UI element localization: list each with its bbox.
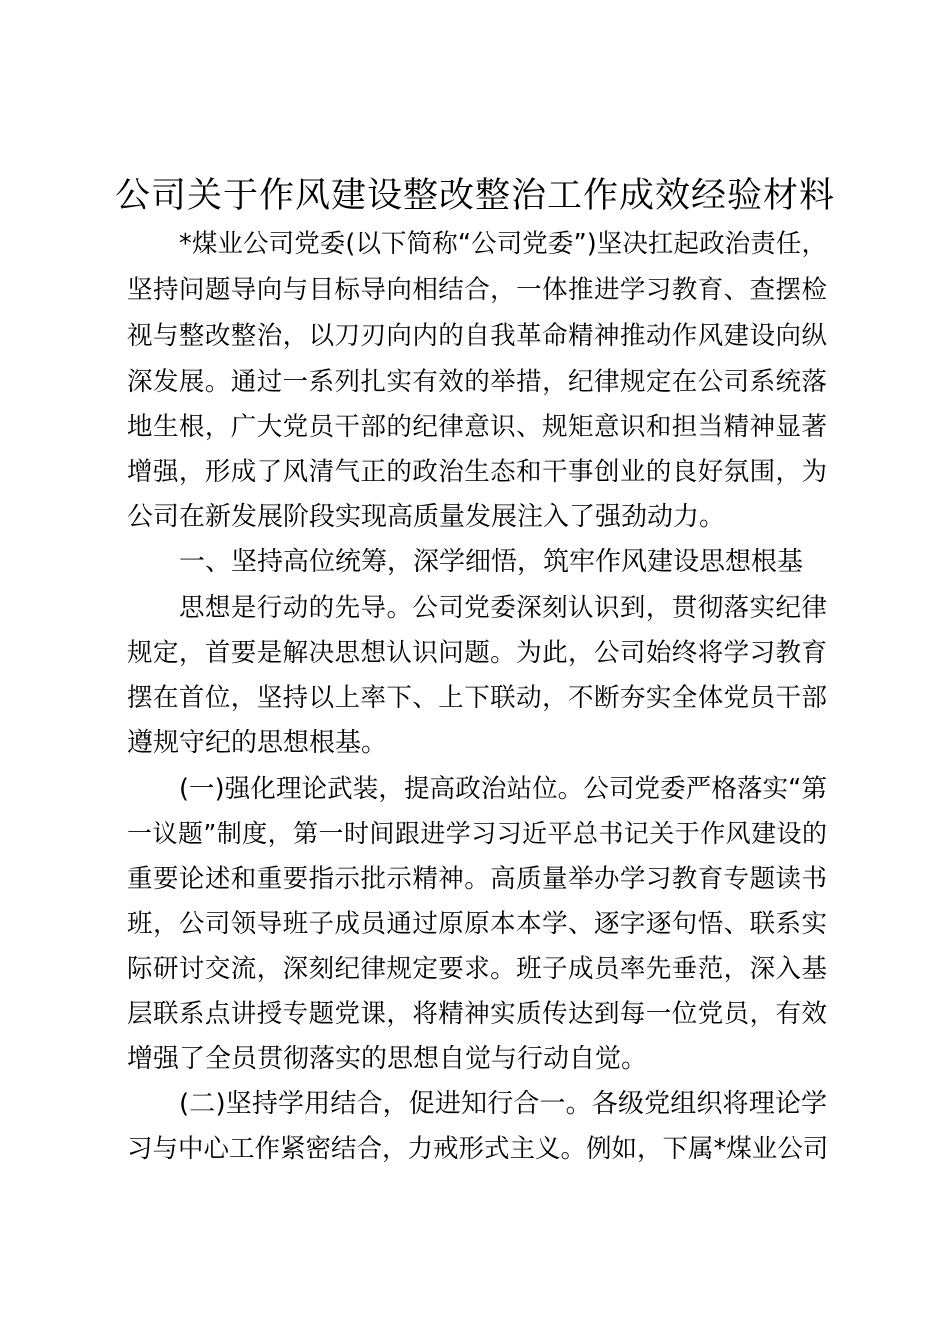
paragraph-line: 层联系点讲授专题党课，将精神实质传达到每一位党员，有效	[127, 999, 827, 1029]
paragraph-line: 增强，形成了风清气正的政治生态和干事创业的良好氛围，为	[127, 457, 827, 487]
paragraph-line: 重要论述和重要指示批示精神。高质量举办学习教育专题读书	[127, 864, 827, 894]
paragraph-line: 习与中心工作紧密结合，力戒形式主义。例如，下属*煤业公司	[127, 1134, 829, 1164]
paragraph-line: 坚持问题导向与目标导向相结合，一体推进学习教育、查摆检	[127, 275, 827, 305]
document-title: 公司关于作风建设整改整治工作成效经验材料	[114, 176, 835, 216]
paragraph-line: 遵规守纪的思想根基。	[127, 728, 388, 758]
paragraph-line: *煤业公司党委(以下简称“公司党委”)坚决扛起政治责任，	[179, 229, 827, 259]
paragraph-line: 地生根，广大党员干部的纪律意识、规矩意识和担当精神显著	[127, 412, 827, 442]
paragraph-line: 思想是行动的先导。公司党委深刻认识到，贯彻落实纪律	[179, 593, 827, 623]
paragraph-line: 视与整改整治，以刀刃向内的自我革命精神推动作风建设向纵	[127, 321, 827, 351]
paragraph-line: (一)强化理论武装，提高政治站位。公司党委严格落实“第	[179, 774, 827, 804]
paragraph-line: 摆在首位，坚持以上率下、上下联动，不断夯实全体党员干部	[127, 683, 827, 713]
paragraph-line: 深发展。通过一系列扎实有效的举措，纪律规定在公司系统落	[127, 367, 827, 397]
paragraph-line: 规定，首要是解决思想认识问题。为此，公司始终将学习教育	[127, 638, 827, 668]
section-heading: 一、坚持高位统筹，深学细悟，筑牢作风建设思想根基	[179, 547, 804, 577]
paragraph-line: (二)坚持学用结合，促进知行合一。各级党组织将理论学	[179, 1089, 827, 1119]
paragraph-line: 公司在新发展阶段实现高质量发展注入了强劲动力。	[127, 502, 726, 532]
paragraph-line: 际研讨交流，深刻纪律规定要求。班子成员率先垂范，深入基	[127, 954, 827, 984]
paragraph-line: 一议题”制度，第一时间跟进学习习近平总书记关于作风建设的	[127, 819, 827, 848]
paragraph-line: 增强了全员贯彻落实的思想自觉与行动自觉。	[127, 1044, 648, 1074]
paragraph-line: 班，公司领导班子成员通过原原本本学、逐字逐句悟、联系实	[127, 909, 827, 939]
